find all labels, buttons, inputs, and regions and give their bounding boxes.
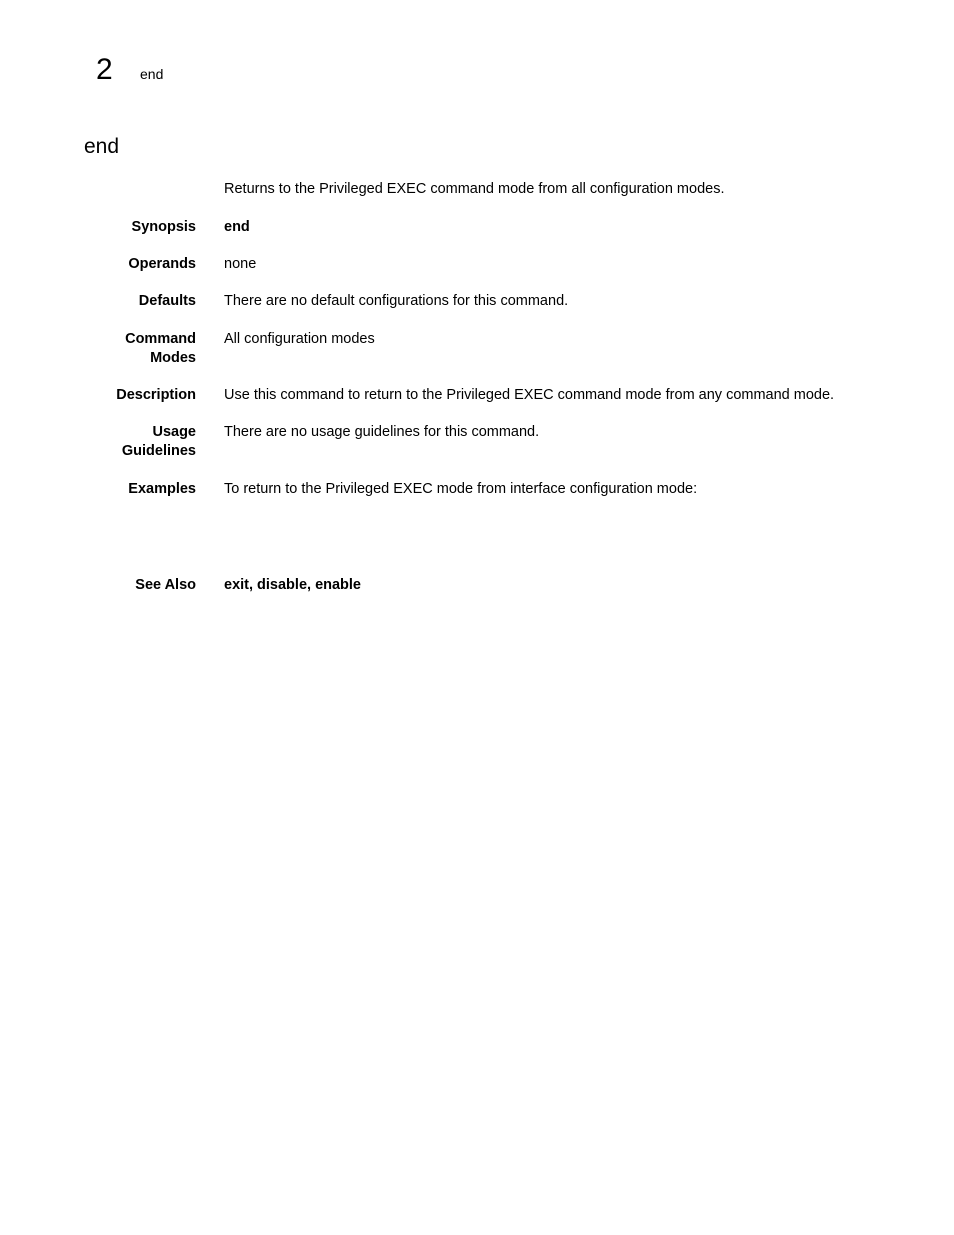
see-also-links[interactable]: exit, disable, enable [224,577,361,593]
section-label: Synopsis [131,219,196,235]
section-value: Use this command to return to the Privileged EXEC command mode from any command mode. [224,387,835,403]
section-label: See Also [135,577,196,593]
command-title: end [84,135,120,158]
section-label: Defaults [138,293,196,309]
command-summary: Returns to the Privileged EXEC command mode from all configuration modes. [224,181,725,197]
running-header-title: end [140,66,164,82]
section-value: none [224,256,257,272]
chapter-number: 2 [96,53,113,86]
section-value: There are no usage guidelines for this command. [224,424,540,440]
section-label: Operands [128,256,196,272]
section-value: There are no default configurations for this command. [224,293,569,309]
section-label: Examples [128,481,196,497]
section-value: end [224,219,250,235]
section-value: All configuration modes [224,331,375,347]
section-label: Usage Guidelines [121,424,196,459]
section-label: Description [116,387,196,403]
section-label: Command Modes [125,331,196,366]
section-value: To return to the Privileged EXEC mode from interface configuration mode: [224,481,698,497]
